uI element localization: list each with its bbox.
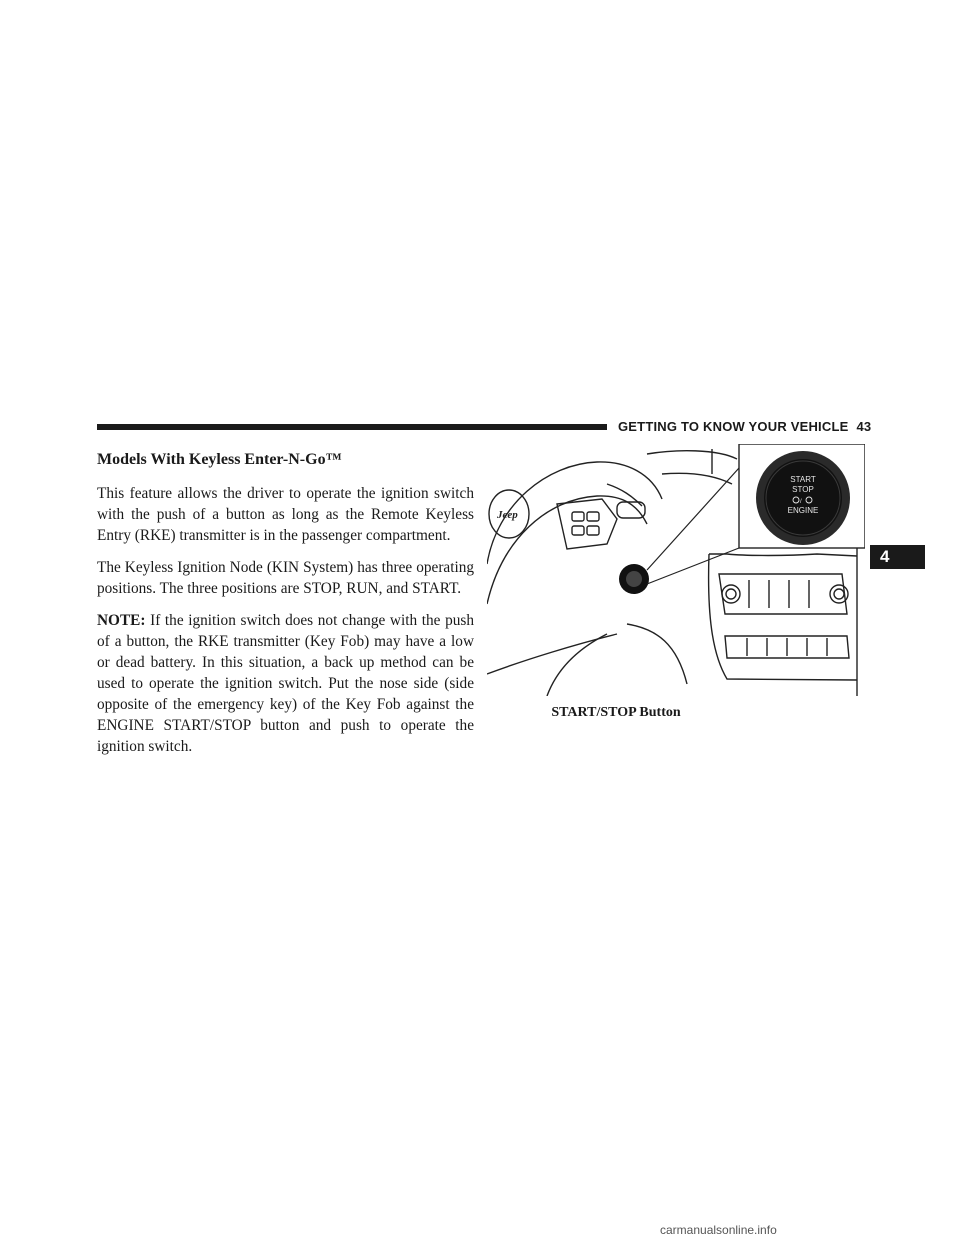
main-text-column xyxy=(97,450,474,768)
section-name: GETTING TO KNOW YOUR VEHICLE xyxy=(618,419,849,434)
running-header xyxy=(618,418,871,436)
watermark[interactable]: carmanualsonline.info xyxy=(660,1223,777,1237)
chapter-tab[interactable]: 4 xyxy=(870,545,925,569)
start-stop-illustration xyxy=(487,444,865,696)
note-paragraph xyxy=(97,610,474,757)
page-number: 43 xyxy=(856,419,872,434)
dash-start-button xyxy=(619,564,649,594)
button-label-start: START xyxy=(790,475,816,484)
paragraph-positions: The Keyless Ignition Node (KIN System) has three operating positions. The three positions are STOP, RUN, and START. xyxy=(97,559,474,597)
note-label: NOTE: xyxy=(97,612,146,629)
jeep-logo xyxy=(489,490,529,538)
note-text: If the ignition switch does not change with the push of a button, the RKE transmitter (Key Fob) may have a low or dead battery. In this situation, a back up method can be used to operate the ignition switch. Put the nose side (side opposite of the emergency key) of the Key Fob against the ENGINE START/STOP button and push to operate the ignition switch. xyxy=(97,612,474,755)
slash-icon: / xyxy=(800,499,802,505)
button-label-stop: STOP xyxy=(792,485,814,494)
start-stop-button-closeup xyxy=(756,451,850,545)
button-label-engine: ENGINE xyxy=(787,506,819,515)
paragraph-intro: This feature allows the driver to operate the ignition switch with the push of a button as long as the Remote Keyless Entry (RKE) transmitter is in the passenger compartment. xyxy=(97,485,474,544)
section-title: Models With Keyless Enter-N-Go™ xyxy=(97,451,342,468)
header-rule xyxy=(97,424,607,430)
figure-caption: START/STOP Button xyxy=(551,705,681,720)
jeep-logo-text: Jeep xyxy=(497,509,518,521)
dashboard-drawing xyxy=(487,444,865,696)
